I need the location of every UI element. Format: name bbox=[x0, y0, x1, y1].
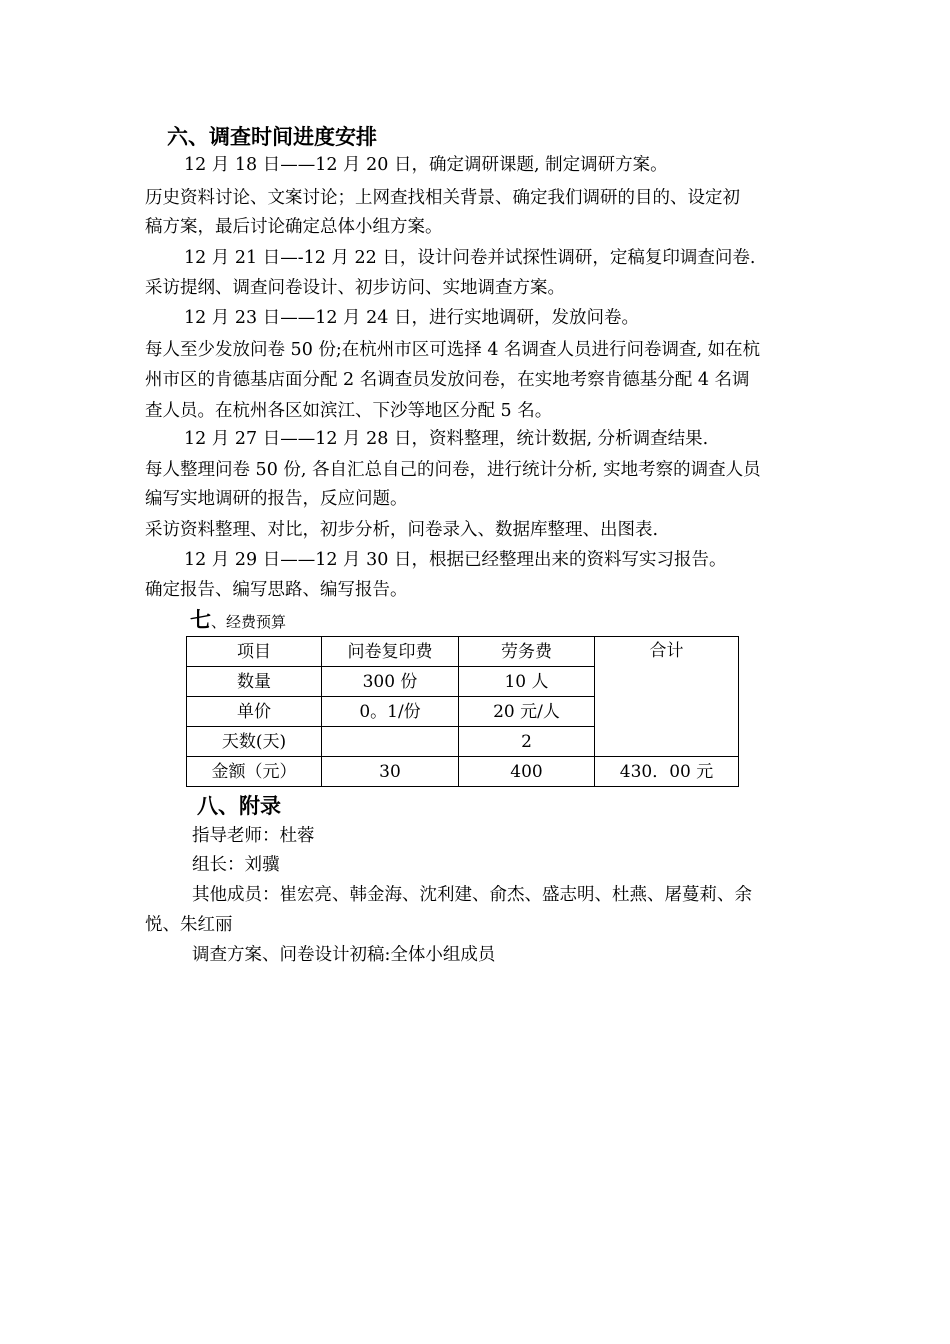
schedule-line: 历史资料讨论、文案讨论；上网查找相关背景、确定我们调研的目的、设定初 bbox=[145, 188, 740, 208]
section-7-title: 、经费预算 bbox=[211, 613, 287, 631]
schedule-line: 12 月 18 日——12 月 20 日，确定调研课题, 制定调研方案。 bbox=[184, 155, 668, 175]
schedule-line: 每人整理问卷 50 份, 各自汇总自己的问卷，进行统计分析, 实地考察的调查人员 bbox=[145, 460, 761, 480]
schedule-line: 州市区的肯德基店面分配 2 名调查员发放问卷，在实地考察肯德基分配 4 名调 bbox=[145, 370, 750, 390]
table-cell: 天数(天) bbox=[187, 727, 322, 757]
table-cell: 300 份 bbox=[322, 667, 459, 697]
section-7-number: 七 bbox=[190, 608, 211, 632]
appendix-line: 组长：刘骥 bbox=[192, 855, 280, 875]
appendix-line: 悦、朱红丽 bbox=[145, 915, 233, 935]
schedule-line: 确定报告、编写思路、编写报告。 bbox=[145, 580, 408, 600]
section-6-heading: 六、调查时间进度安排 bbox=[167, 125, 377, 149]
table-header-row bbox=[187, 637, 739, 667]
schedule-line: 查人员。在杭州各区如滨江、下沙等地区分配 5 名。 bbox=[145, 401, 553, 421]
schedule-line: 12 月 21 日—-12 月 22 日，设计问卷并试探性调研，定稿复印调查问卷. bbox=[184, 248, 756, 268]
table-cell: 20 元/人 bbox=[459, 697, 595, 727]
table-cell: 金额（元） bbox=[187, 757, 322, 787]
appendix-line: 指导老师：杜蓉 bbox=[192, 826, 315, 846]
table-cell: 30 bbox=[322, 757, 459, 787]
appendix-line: 其他成员：崔宏亮、韩金海、沈利建、俞杰、盛志明、杜燕、屠蔓莉、余 bbox=[192, 885, 752, 905]
table-cell: 单价 bbox=[187, 697, 322, 727]
table-row bbox=[187, 757, 739, 787]
schedule-line: 12 月 23 日——12 月 24 日，进行实地调研，发放问卷。 bbox=[184, 308, 639, 328]
table-header-cell: 问卷复印费 bbox=[322, 637, 459, 667]
schedule-line: 稿方案，最后讨论确定总体小组方案。 bbox=[145, 217, 443, 237]
section-7-heading bbox=[190, 605, 286, 637]
table-cell-total: 430．00 元 bbox=[595, 757, 739, 787]
schedule-line: 12 月 27 日——12 月 28 日，资料整理，统计数据, 分析调查结果. bbox=[184, 429, 709, 449]
appendix-line: 调查方案、问卷设计初稿:全体小组成员 bbox=[192, 945, 496, 965]
schedule-line: 采访提纲、调查问卷设计、初步访问、实地调查方案。 bbox=[145, 278, 565, 298]
table-cell: 数量 bbox=[187, 667, 322, 697]
budget-table bbox=[186, 636, 739, 787]
schedule-line: 12 月 29 日——12 月 30 日，根据已经整理出来的资料写实习报告。 bbox=[184, 550, 727, 570]
table-header-cell: 项目 bbox=[187, 637, 322, 667]
schedule-line: 每人至少发放问卷 50 份;在杭州市区可选择 4 名调查人员进行问卷调查, 如在杭 bbox=[145, 340, 761, 360]
table-cell: 0。1/份 bbox=[322, 697, 459, 727]
table-cell: 2 bbox=[459, 727, 595, 757]
table-cell bbox=[322, 727, 459, 757]
table-cell: 10 人 bbox=[459, 667, 595, 697]
schedule-line: 编写实地调研的报告，反应问题。 bbox=[145, 489, 408, 509]
schedule-line: 采访资料整理、对比，初步分析，问卷录入、数据库整理、出图表. bbox=[145, 520, 659, 540]
table-header-cell: 劳务费 bbox=[459, 637, 595, 667]
table-cell: 400 bbox=[459, 757, 595, 787]
table-header-cell-total: 合计 bbox=[595, 637, 739, 757]
section-8-heading: 八、附录 bbox=[197, 794, 281, 818]
